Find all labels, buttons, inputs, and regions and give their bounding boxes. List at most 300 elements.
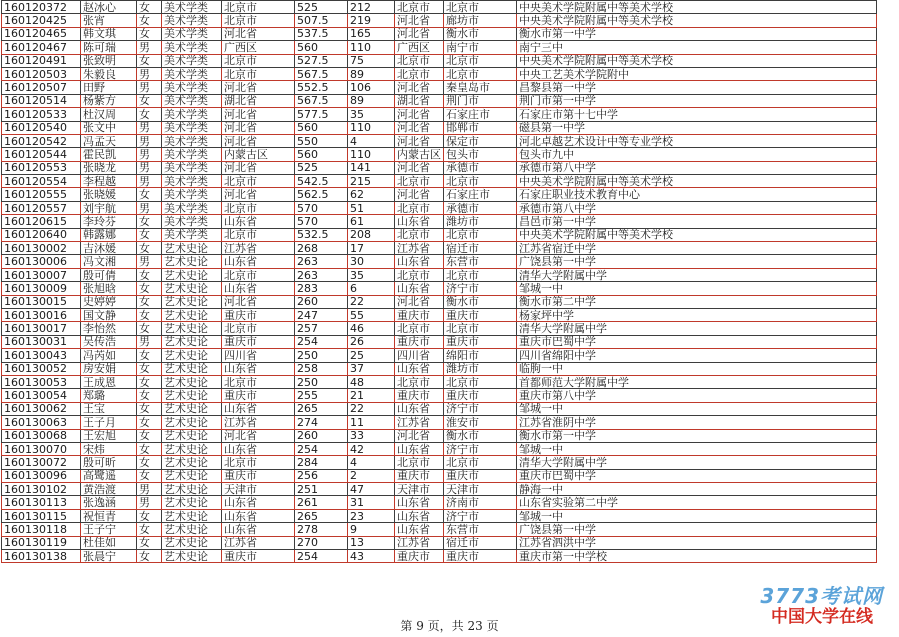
cell-gender: 女 (137, 389, 162, 402)
table-row (2, 416, 877, 429)
cell-province: 山东省 (222, 523, 295, 536)
cell-rank: 110 (348, 41, 395, 54)
cell-exam-id: 160130062 (2, 402, 81, 415)
cell-province: 北京市 (222, 201, 295, 214)
cell-score: 570 (295, 201, 348, 214)
cell-score: 552.5 (295, 81, 348, 94)
cell-score: 254 (295, 335, 348, 348)
cell-rank: 208 (348, 228, 395, 241)
cell-major: 艺术史论 (162, 416, 222, 429)
cell-student-name: 祝恒青 (81, 509, 137, 522)
cell-exam-id: 160120491 (2, 54, 81, 67)
cell-school-province: 北京市 (395, 456, 444, 469)
cell-province: 重庆市 (222, 389, 295, 402)
cell-province: 江苏省 (222, 536, 295, 549)
cell-school-province: 湖北省 (395, 94, 444, 107)
cell-school-city: 廊坊市 (444, 14, 517, 27)
cell-gender: 男 (137, 255, 162, 268)
cell-major: 艺术史论 (162, 496, 222, 509)
cell-exam-id: 160120542 (2, 134, 81, 147)
cell-student-name: 冯文湘 (81, 255, 137, 268)
cell-school-province: 北京市 (395, 201, 444, 214)
cell-school-city: 淮安市 (444, 416, 517, 429)
cell-province: 重庆市 (222, 335, 295, 348)
cell-major: 美术学类 (162, 201, 222, 214)
cell-province: 北京市 (222, 268, 295, 281)
table-row (2, 429, 877, 442)
cell-rank: 55 (348, 308, 395, 321)
cell-student-name: 黄浩渡 (81, 483, 137, 496)
cell-school-name: 四川省绵阳中学 (517, 349, 877, 362)
cell-school-city: 重庆市 (444, 335, 517, 348)
cell-gender: 女 (137, 442, 162, 455)
table-row (2, 255, 877, 268)
cell-major: 艺术史论 (162, 362, 222, 375)
cell-gender: 女 (137, 27, 162, 40)
table-row (2, 215, 877, 228)
cell-score: 265 (295, 402, 348, 415)
cell-school-province: 山东省 (395, 362, 444, 375)
cell-school-city: 南宁市 (444, 41, 517, 54)
cell-score: 270 (295, 536, 348, 549)
cell-school-city: 石家庄市 (444, 108, 517, 121)
cell-school-name: 中央美术学院附属中等美术学校 (517, 228, 877, 241)
cell-rank: 17 (348, 242, 395, 255)
cell-score: 283 (295, 282, 348, 295)
cell-school-province: 山东省 (395, 442, 444, 455)
table-row (2, 550, 877, 563)
cell-exam-id: 160130015 (2, 295, 81, 308)
cell-major: 艺术史论 (162, 550, 222, 563)
cell-school-province: 重庆市 (395, 469, 444, 482)
cell-school-name: 河北卓越艺术设计中等专业学校 (517, 134, 877, 147)
cell-province: 河北省 (222, 161, 295, 174)
cell-rank: 47 (348, 483, 395, 496)
cell-score: 284 (295, 456, 348, 469)
cell-province: 河北省 (222, 108, 295, 121)
cell-school-name: 衡水市第一中学 (517, 429, 877, 442)
cell-major: 艺术史论 (162, 469, 222, 482)
cell-school-province: 河北省 (395, 134, 444, 147)
cell-school-province: 江苏省 (395, 536, 444, 549)
table-row (2, 349, 877, 362)
cell-score: 247 (295, 308, 348, 321)
cell-major: 艺术史论 (162, 255, 222, 268)
cell-exam-id: 160130006 (2, 255, 81, 268)
cell-exam-id: 160120465 (2, 27, 81, 40)
table-row (2, 402, 877, 415)
cell-school-province: 北京市 (395, 268, 444, 281)
cell-school-name: 江苏省泗洪中学 (517, 536, 877, 549)
cell-student-name: 国文静 (81, 308, 137, 321)
table-row (2, 67, 877, 80)
cell-school-city: 绵阳市 (444, 349, 517, 362)
cell-school-province: 天津市 (395, 483, 444, 496)
cell-rank: 219 (348, 14, 395, 27)
cell-score: 525 (295, 1, 348, 14)
table-row (2, 81, 877, 94)
cell-school-province: 江苏省 (395, 416, 444, 429)
table-row (2, 27, 877, 40)
table-row (2, 536, 877, 549)
cell-rank: 33 (348, 429, 395, 442)
cell-school-name: 清华大学附属中学 (517, 456, 877, 469)
cell-school-city: 东营市 (444, 523, 517, 536)
cell-school-city: 天津市 (444, 483, 517, 496)
cell-rank: 30 (348, 255, 395, 268)
cell-school-city: 承德市 (444, 201, 517, 214)
cell-school-name: 静海一中 (517, 483, 877, 496)
cell-score: 260 (295, 429, 348, 442)
cell-rank: 13 (348, 536, 395, 549)
cell-gender: 女 (137, 1, 162, 14)
cell-province: 山东省 (222, 362, 295, 375)
cell-exam-id: 160120507 (2, 81, 81, 94)
cell-exam-id: 160130096 (2, 469, 81, 482)
cell-school-name: 中央美术学院附属中等美术学校 (517, 14, 877, 27)
cell-student-name: 张晓媛 (81, 188, 137, 201)
cell-gender: 男 (137, 134, 162, 147)
table-row (2, 148, 877, 161)
cell-school-city: 北京市 (444, 268, 517, 281)
cell-score: 542.5 (295, 175, 348, 188)
cell-school-city: 石家庄市 (444, 188, 517, 201)
cell-school-city: 宿迁市 (444, 242, 517, 255)
cell-gender: 男 (137, 496, 162, 509)
table-row (2, 228, 877, 241)
admission-list-table (1, 0, 877, 563)
cell-score: 254 (295, 550, 348, 563)
cell-student-name: 殷可倩 (81, 268, 137, 281)
table-row (2, 509, 877, 522)
cell-student-name: 张晨宁 (81, 550, 137, 563)
cell-exam-id: 160120544 (2, 148, 81, 161)
cell-exam-id: 160120557 (2, 201, 81, 214)
cell-school-city: 北京市 (444, 456, 517, 469)
table-row (2, 161, 877, 174)
cell-school-province: 山东省 (395, 215, 444, 228)
cell-score: 562.5 (295, 188, 348, 201)
table-row (2, 134, 877, 147)
cell-exam-id: 160130068 (2, 429, 81, 442)
cell-exam-id: 160120467 (2, 41, 81, 54)
cell-gender: 男 (137, 175, 162, 188)
cell-score: 567.5 (295, 94, 348, 107)
cell-major: 美术学类 (162, 81, 222, 94)
cell-score: 560 (295, 148, 348, 161)
cell-school-province: 内蒙古区 (395, 148, 444, 161)
cell-rank: 46 (348, 322, 395, 335)
cell-school-city: 承德市 (444, 161, 517, 174)
cell-gender: 男 (137, 201, 162, 214)
cell-province: 山东省 (222, 215, 295, 228)
cell-rank: 4 (348, 134, 395, 147)
cell-school-province: 山东省 (395, 509, 444, 522)
cell-school-province: 北京市 (395, 1, 444, 14)
cell-school-name: 包头市九中 (517, 148, 877, 161)
cell-province: 重庆市 (222, 308, 295, 321)
cell-rank: 4 (348, 456, 395, 469)
cell-student-name: 王子月 (81, 416, 137, 429)
table-row (2, 94, 877, 107)
cell-school-name: 清华大学附属中学 (517, 322, 877, 335)
cell-rank: 75 (348, 54, 395, 67)
cell-major: 艺术史论 (162, 509, 222, 522)
cell-gender: 女 (137, 349, 162, 362)
table-row (2, 456, 877, 469)
site-watermark (743, 580, 893, 630)
cell-score: 577.5 (295, 108, 348, 121)
cell-score: 507.5 (295, 14, 348, 27)
cell-school-city: 重庆市 (444, 308, 517, 321)
cell-school-province: 重庆市 (395, 389, 444, 402)
cell-exam-id: 160130115 (2, 509, 81, 522)
cell-major: 艺术史论 (162, 402, 222, 415)
cell-rank: 62 (348, 188, 395, 201)
cell-province: 河北省 (222, 81, 295, 94)
cell-rank: 9 (348, 523, 395, 536)
cell-major: 艺术史论 (162, 375, 222, 388)
cell-rank: 26 (348, 335, 395, 348)
cell-province: 山东省 (222, 402, 295, 415)
cell-exam-id: 160130054 (2, 389, 81, 402)
cell-score: 256 (295, 469, 348, 482)
cell-student-name: 王子宁 (81, 523, 137, 536)
cell-province: 山东省 (222, 496, 295, 509)
cell-student-name: 张致明 (81, 54, 137, 67)
cell-province: 山东省 (222, 282, 295, 295)
cell-school-name: 清华大学附属中学 (517, 268, 877, 281)
table-row (2, 41, 877, 54)
cell-province: 河北省 (222, 27, 295, 40)
cell-province: 北京市 (222, 375, 295, 388)
cell-major: 艺术史论 (162, 349, 222, 362)
cell-gender: 男 (137, 335, 162, 348)
cell-major: 艺术史论 (162, 389, 222, 402)
cell-school-province: 河北省 (395, 295, 444, 308)
cell-school-city: 北京市 (444, 175, 517, 188)
cell-school-city: 北京市 (444, 228, 517, 241)
watermark-subtitle: 中国大学在线 (771, 607, 873, 627)
cell-province: 北京市 (222, 1, 295, 14)
cell-province: 山东省 (222, 255, 295, 268)
cell-exam-id: 160120540 (2, 121, 81, 134)
cell-gender: 女 (137, 362, 162, 375)
cell-student-name: 吉沐媛 (81, 242, 137, 255)
cell-school-name: 广饶县第一中学 (517, 523, 877, 536)
cell-gender: 男 (137, 121, 162, 134)
cell-gender: 女 (137, 416, 162, 429)
cell-rank: 48 (348, 375, 395, 388)
cell-school-city: 衡水市 (444, 27, 517, 40)
cell-school-name: 南宁三中 (517, 41, 877, 54)
cell-school-city: 济宁市 (444, 402, 517, 415)
cell-score: 250 (295, 349, 348, 362)
page-footer: 第 9 页，共 23 页 (400, 619, 499, 633)
cell-major: 艺术史论 (162, 295, 222, 308)
table-row (2, 108, 877, 121)
cell-exam-id: 160130043 (2, 349, 81, 362)
cell-school-name: 昌黎县第一中学 (517, 81, 877, 94)
cell-province: 北京市 (222, 67, 295, 80)
cell-school-city: 北京市 (444, 1, 517, 14)
cell-exam-id: 160130017 (2, 322, 81, 335)
cell-school-city: 济宁市 (444, 509, 517, 522)
cell-score: 550 (295, 134, 348, 147)
cell-school-province: 河北省 (395, 121, 444, 134)
cell-school-name: 邹城一中 (517, 509, 877, 522)
cell-province: 山东省 (222, 442, 295, 455)
cell-student-name: 王宝 (81, 402, 137, 415)
cell-score: 274 (295, 416, 348, 429)
table-row (2, 282, 877, 295)
cell-gender: 女 (137, 268, 162, 281)
cell-gender: 女 (137, 536, 162, 549)
cell-school-name: 重庆市巴蜀中学 (517, 469, 877, 482)
cell-student-name: 李程越 (81, 175, 137, 188)
cell-score: 527.5 (295, 54, 348, 67)
cell-score: 537.5 (295, 27, 348, 40)
cell-school-city: 济宁市 (444, 442, 517, 455)
cell-gender: 男 (137, 483, 162, 496)
cell-gender: 女 (137, 282, 162, 295)
cell-rank: 89 (348, 67, 395, 80)
cell-gender: 男 (137, 148, 162, 161)
cell-student-name: 霍民凯 (81, 148, 137, 161)
cell-student-name: 杜汉周 (81, 108, 137, 121)
cell-school-province: 重庆市 (395, 335, 444, 348)
cell-school-city: 济宁市 (444, 282, 517, 295)
cell-score: 570 (295, 215, 348, 228)
cell-school-province: 山东省 (395, 282, 444, 295)
table-row (2, 54, 877, 67)
cell-gender: 女 (137, 469, 162, 482)
cell-score: 250 (295, 375, 348, 388)
cell-school-name: 中央工艺美术学院附中 (517, 67, 877, 80)
cell-student-name: 张文中 (81, 121, 137, 134)
cell-school-city: 保定市 (444, 134, 517, 147)
cell-rank: 35 (348, 108, 395, 121)
cell-school-province: 北京市 (395, 67, 444, 80)
cell-score: 257 (295, 322, 348, 335)
cell-student-name: 房安娟 (81, 362, 137, 375)
cell-school-name: 杨家坪中学 (517, 308, 877, 321)
table-row (2, 14, 877, 27)
cell-score: 251 (295, 483, 348, 496)
cell-major: 艺术史论 (162, 268, 222, 281)
cell-province: 北京市 (222, 322, 295, 335)
cell-rank: 165 (348, 27, 395, 40)
cell-student-name: 刘宇航 (81, 201, 137, 214)
cell-province: 天津市 (222, 483, 295, 496)
table-row (2, 469, 877, 482)
cell-exam-id: 160120503 (2, 67, 81, 80)
cell-school-name: 重庆市第八中学 (517, 389, 877, 402)
cell-school-city: 北京市 (444, 54, 517, 67)
cell-score: 261 (295, 496, 348, 509)
table-row (2, 496, 877, 509)
cell-student-name: 陈可瑞 (81, 41, 137, 54)
cell-school-city: 荆门市 (444, 94, 517, 107)
cell-province: 江苏省 (222, 416, 295, 429)
cell-major: 美术学类 (162, 134, 222, 147)
cell-school-province: 河北省 (395, 27, 444, 40)
cell-major: 美术学类 (162, 67, 222, 80)
cell-student-name: 李玲芬 (81, 215, 137, 228)
cell-major: 美术学类 (162, 175, 222, 188)
cell-student-name: 王成恩 (81, 375, 137, 388)
cell-rank: 61 (348, 215, 395, 228)
cell-major: 美术学类 (162, 228, 222, 241)
cell-province: 山东省 (222, 509, 295, 522)
cell-school-city: 衡水市 (444, 295, 517, 308)
cell-province: 内蒙古区 (222, 148, 295, 161)
cell-gender: 男 (137, 67, 162, 80)
table-row (2, 201, 877, 214)
cell-exam-id: 160120425 (2, 14, 81, 27)
cell-school-city: 北京市 (444, 67, 517, 80)
table-row (2, 308, 877, 321)
cell-school-city: 东营市 (444, 255, 517, 268)
cell-exam-id: 160120554 (2, 175, 81, 188)
cell-rank: 6 (348, 282, 395, 295)
cell-school-province: 山东省 (395, 523, 444, 536)
cell-gender: 女 (137, 14, 162, 27)
cell-province: 北京市 (222, 14, 295, 27)
table-row (2, 121, 877, 134)
cell-school-name: 山东省实验第二中学 (517, 496, 877, 509)
cell-student-name: 张晓龙 (81, 161, 137, 174)
cell-student-name: 史婷婷 (81, 295, 137, 308)
cell-score: 560 (295, 41, 348, 54)
cell-student-name: 张逸涵 (81, 496, 137, 509)
cell-school-name: 邹城一中 (517, 442, 877, 455)
table-body (2, 1, 877, 563)
cell-major: 美术学类 (162, 94, 222, 107)
cell-exam-id: 160130138 (2, 550, 81, 563)
cell-rank: 22 (348, 295, 395, 308)
cell-school-province: 河北省 (395, 81, 444, 94)
cell-student-name: 杨紫方 (81, 94, 137, 107)
table-row (2, 295, 877, 308)
cell-rank: 31 (348, 496, 395, 509)
cell-exam-id: 160120555 (2, 188, 81, 201)
table-row (2, 442, 877, 455)
cell-student-name: 郑璐 (81, 389, 137, 402)
cell-school-city: 宿迁市 (444, 536, 517, 549)
cell-school-name: 磁县第一中学 (517, 121, 877, 134)
cell-gender: 男 (137, 81, 162, 94)
cell-school-name: 邹城一中 (517, 282, 877, 295)
cell-province: 四川省 (222, 349, 295, 362)
cell-student-name: 李怡然 (81, 322, 137, 335)
cell-major: 美术学类 (162, 27, 222, 40)
cell-school-city: 重庆市 (444, 389, 517, 402)
cell-exam-id: 160130002 (2, 242, 81, 255)
cell-score: 263 (295, 255, 348, 268)
cell-school-name: 衡水市第一中学 (517, 27, 877, 40)
cell-gender: 女 (137, 108, 162, 121)
cell-major: 艺术史论 (162, 308, 222, 321)
cell-score: 560 (295, 121, 348, 134)
cell-student-name: 张旭晗 (81, 282, 137, 295)
cell-school-name: 荆门市第一中学 (517, 94, 877, 107)
cell-province: 北京市 (222, 175, 295, 188)
cell-rank: 11 (348, 416, 395, 429)
cell-rank: 22 (348, 402, 395, 415)
cell-school-city: 包头市 (444, 148, 517, 161)
cell-exam-id: 160130009 (2, 282, 81, 295)
